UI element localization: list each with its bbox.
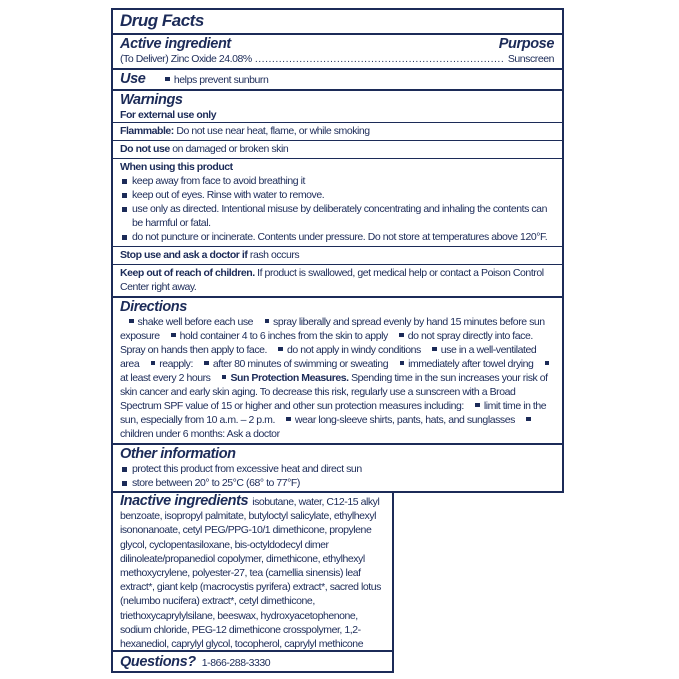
directions-item: after 80 minutes of swimming or sweating bbox=[195, 358, 388, 370]
square-bullet-icon bbox=[122, 193, 127, 198]
warnings-section bbox=[113, 89, 562, 122]
flammable-line: Flammable: Do not use near heat, flame, or while smoking bbox=[113, 122, 562, 140]
directions-section bbox=[113, 296, 562, 443]
other-information-bullet-item: protect this product from excessive heat and direct sun bbox=[120, 462, 554, 476]
square-bullet-icon bbox=[122, 207, 127, 212]
when-using-bullet-item: keep out of eyes. Rinse with water to remove. bbox=[120, 188, 554, 202]
drug-facts-title-section bbox=[113, 10, 562, 33]
square-bullet-icon bbox=[286, 417, 291, 422]
when-using-block bbox=[113, 158, 562, 246]
other-information-section bbox=[113, 443, 562, 493]
questions-phone: 1-866-288-3330 bbox=[201, 656, 271, 669]
use-text: helps prevent sunburn bbox=[165, 73, 268, 87]
directions-item: use in a well-ventilated area bbox=[120, 344, 537, 370]
inactive-ingredients-box bbox=[111, 491, 394, 652]
square-bullet-icon bbox=[265, 319, 270, 324]
square-bullet-icon bbox=[165, 77, 170, 82]
external-use-line: For external use only bbox=[120, 109, 217, 121]
purpose-value: Sunscreen bbox=[507, 53, 554, 65]
square-bullet-icon bbox=[400, 361, 405, 366]
use-section bbox=[113, 68, 562, 89]
other-information-heading: Other information bbox=[120, 446, 236, 462]
square-bullet-icon bbox=[204, 361, 209, 366]
do-not-use-line: Do not use on damaged or broken skin bbox=[113, 140, 562, 158]
square-bullet-icon bbox=[129, 319, 134, 324]
other-information-bullet-list bbox=[120, 462, 554, 493]
when-using-heading: When using this product bbox=[120, 161, 233, 173]
square-bullet-icon bbox=[222, 375, 227, 380]
keep-out-line: Keep out of reach of children. If product is swallowed, get medical help or contact a Poison Control Center right away. bbox=[113, 264, 562, 296]
when-using-bullet-item: use only as directed. Intentional misuse by deliberately concentrating and inhaling the contents can be harmful or fatal. bbox=[120, 202, 554, 230]
warnings-heading: Warnings bbox=[120, 92, 183, 108]
directions-item: children under 6 months: Ask a doctor bbox=[120, 414, 535, 440]
active-ingredient-section bbox=[113, 33, 562, 68]
questions-heading: Questions? bbox=[120, 653, 196, 670]
use-heading: Use bbox=[120, 71, 146, 87]
other-information-bullet-item: store between 20° to 25°C (68° to 77°F) bbox=[120, 476, 554, 490]
square-bullet-icon bbox=[278, 347, 283, 352]
active-ingredient-value: (To Deliver) Zinc Oxide 24.08% bbox=[120, 53, 252, 65]
when-using-bullet-item: do not puncture or incinerate. Contents under pressure. Do not store at temperatures above 120°F. bbox=[120, 230, 554, 244]
directions-item: immediately after towel drying bbox=[391, 358, 534, 370]
drug-facts-box bbox=[111, 8, 564, 493]
square-bullet-icon bbox=[171, 333, 176, 338]
directions-item: reapply: bbox=[142, 358, 193, 370]
dot-leader bbox=[255, 52, 505, 66]
directions-item: do not spray directly into face. Spray on hands then apply to face. bbox=[120, 330, 533, 356]
square-bullet-icon bbox=[151, 361, 156, 366]
directions-text bbox=[120, 315, 554, 441]
directions-item: hold container 4 to 6 inches from the skin to apply bbox=[162, 330, 388, 342]
square-bullet-icon bbox=[399, 333, 404, 338]
when-using-bullet-list bbox=[120, 174, 554, 244]
square-bullet-icon bbox=[122, 481, 127, 486]
square-bullet-icon bbox=[122, 467, 127, 472]
stop-use-line: Stop use and ask a doctor if rash occurs bbox=[113, 246, 562, 264]
directions-item: at least every 2 hours bbox=[120, 358, 553, 384]
directions-item: shake well before each use bbox=[120, 316, 253, 328]
square-bullet-icon bbox=[475, 403, 480, 408]
inactive-ingredients-heading: Inactive ingredients bbox=[120, 493, 249, 509]
purpose-heading: Purpose bbox=[498, 36, 554, 52]
directions-item: do not apply in windy conditions bbox=[269, 344, 420, 356]
active-ingredient-heading: Active ingredient bbox=[120, 36, 231, 52]
square-bullet-icon bbox=[432, 347, 437, 352]
directions-heading: Directions bbox=[120, 299, 187, 315]
inactive-ingredients-section bbox=[113, 493, 392, 652]
square-bullet-icon bbox=[526, 417, 531, 422]
square-bullet-icon bbox=[122, 235, 127, 240]
when-using-bullet-item: keep away from face to avoid breathing it bbox=[120, 174, 554, 188]
drug-facts-title: Drug Facts bbox=[120, 11, 204, 30]
directions-item: wear long-sleeve shirts, pants, hats, and sunglasses bbox=[277, 414, 514, 426]
directions-item: spray liberally and spread evenly by hand 15 minutes before sun exposure bbox=[120, 316, 545, 342]
questions-box bbox=[111, 650, 394, 673]
square-bullet-icon bbox=[545, 361, 550, 366]
square-bullet-icon bbox=[122, 179, 127, 184]
inactive-ingredients-text: isobutane, water, C12-15 alkyl benzoate, isopropyl palmitate, butyloctyl salicylate, ethylhexyl isononanoate, cetyl PEG/PPG-10/1 dimethicone, propylene glycol, cyclopentasiloxane, bis-octyldodecyl dimer dilinoleate/propanediol copolymer, dimethicone, ethylhexyl methoxycrylene, polyester-27, tea (camellia sinensis) leaf extract*, giant kelp (macrocystis pyrifera) extract*, sacred lotus (nelumbo nucifera) extract*, cetyl dimethicone, triethoxycaprylylsilane, beeswax, hydroxyacetophenone, sodium chloride, PEG-12 dimethicone crosspolymer, 1,2-hexanediol, caprylyl glycol, tocopherol, caprylyl methicone bbox=[120, 496, 381, 651]
directions-item: limit time in the sun, especially from 10 a.m. – 2 p.m. bbox=[120, 400, 547, 426]
directions-item: Sun Protection Measures. Spending time in the sun increases your risk of skin cancer and early skin aging. To decrease this risk, regularly use a sunscreen with a Broad Spectrum SPF value of 15 or higher and other sun protection measures including: bbox=[120, 372, 548, 412]
